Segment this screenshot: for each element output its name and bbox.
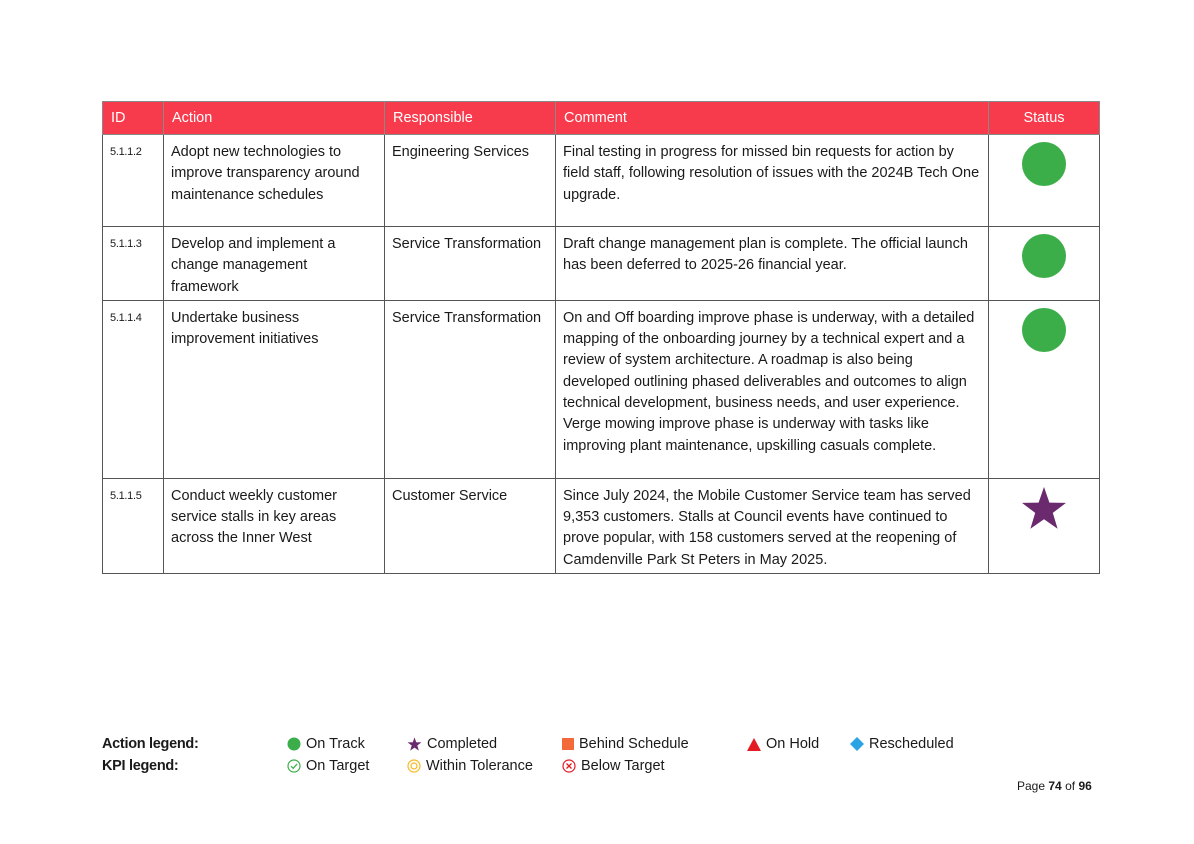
table-row: [103, 478, 1100, 573]
row-status: [989, 227, 1100, 301]
blue-diamond-icon: [850, 737, 864, 751]
table-row: [103, 227, 1100, 301]
row-action: Conduct weekly customer service stalls in key areas across the Inner West: [164, 478, 385, 573]
red-x-circle-icon: [562, 759, 576, 773]
on-track-status-icon: [1022, 142, 1066, 186]
legend-item-completed: Completed: [407, 736, 497, 752]
purple-star-icon: [407, 737, 422, 751]
action-legend-row: [102, 736, 1002, 758]
table-row: [103, 300, 1100, 478]
legend-item-on-target: On Target: [287, 758, 369, 774]
row-comment: Final testing in progress for missed bin requests for action by field staff, following resolution of issues with the 2024B Tech One upgrade.: [556, 135, 989, 227]
action-legend-title: Action legend:: [102, 736, 199, 752]
row-id: 5.1.1.2: [103, 135, 164, 227]
green-check-circle-icon: [287, 759, 301, 773]
row-status: [989, 300, 1100, 478]
row-action: Adopt new technologies to improve transparency around maintenance schedules: [164, 135, 385, 227]
green-circle-icon: [287, 737, 301, 751]
header-action: Action: [164, 102, 385, 135]
legend-item-rescheduled: Rescheduled: [850, 736, 954, 752]
row-responsible: Service Transformation: [385, 300, 556, 478]
row-id: 5.1.1.5: [103, 478, 164, 573]
legend-item-on-hold: On Hold: [747, 736, 819, 752]
yellow-ring-icon: [407, 759, 421, 773]
row-status: [989, 135, 1100, 227]
row-comment: On and Off boarding improve phase is underway, with a detailed mapping of the onboarding journey by a technical expert and a review of system architecture. A roadmap is also being developed outlining phased deliverables and outcomes to align technical development, business needs, and user experience. Verge mowing improve phase is underway with tasks like improving plant maintenance, upskilling casuals complete.: [556, 300, 989, 478]
legend-item-within-tolerance: Within Tolerance: [407, 758, 533, 774]
row-responsible: Service Transformation: [385, 227, 556, 301]
on-track-status-icon: [1022, 308, 1066, 352]
actions-table: [102, 101, 1100, 574]
row-id: 5.1.1.4: [103, 300, 164, 478]
kpi-legend-row: [102, 758, 1002, 780]
on-track-status-icon: [1022, 234, 1066, 278]
legend-item-below-target: Below Target: [562, 758, 665, 774]
red-triangle-icon: [747, 738, 761, 751]
row-responsible: Customer Service: [385, 478, 556, 573]
header-id: ID: [103, 102, 164, 135]
row-responsible: Engineering Services: [385, 135, 556, 227]
header-comment: Comment: [556, 102, 989, 135]
row-action: Develop and implement a change management framework: [164, 227, 385, 301]
legend-item-behind-schedule: Behind Schedule: [562, 736, 689, 752]
table-row: [103, 135, 1100, 227]
row-action: Undertake business improvement initiatives: [164, 300, 385, 478]
legend: [102, 736, 1002, 780]
row-id: 5.1.1.3: [103, 227, 164, 301]
table-header-row: [103, 102, 1100, 135]
kpi-legend-title: KPI legend:: [102, 758, 179, 774]
completed-star-icon: [1021, 486, 1067, 530]
legend-item-on-track: On Track: [287, 736, 365, 752]
row-status: [989, 478, 1100, 573]
header-status: Status: [989, 102, 1100, 135]
header-responsible: Responsible: [385, 102, 556, 135]
orange-square-icon: [562, 738, 574, 750]
row-comment: Since July 2024, the Mobile Customer Service team has served 9,353 customers. Stalls at Council events have continued to prove popular, with 158 customers served at the reopening of Camdenville Park St Peters in May 2025.: [556, 478, 989, 573]
page-number: Page 74 of 96: [1017, 779, 1092, 793]
row-comment: Draft change management plan is complete. The official launch has been deferred to 2025-26 financial year.: [556, 227, 989, 301]
